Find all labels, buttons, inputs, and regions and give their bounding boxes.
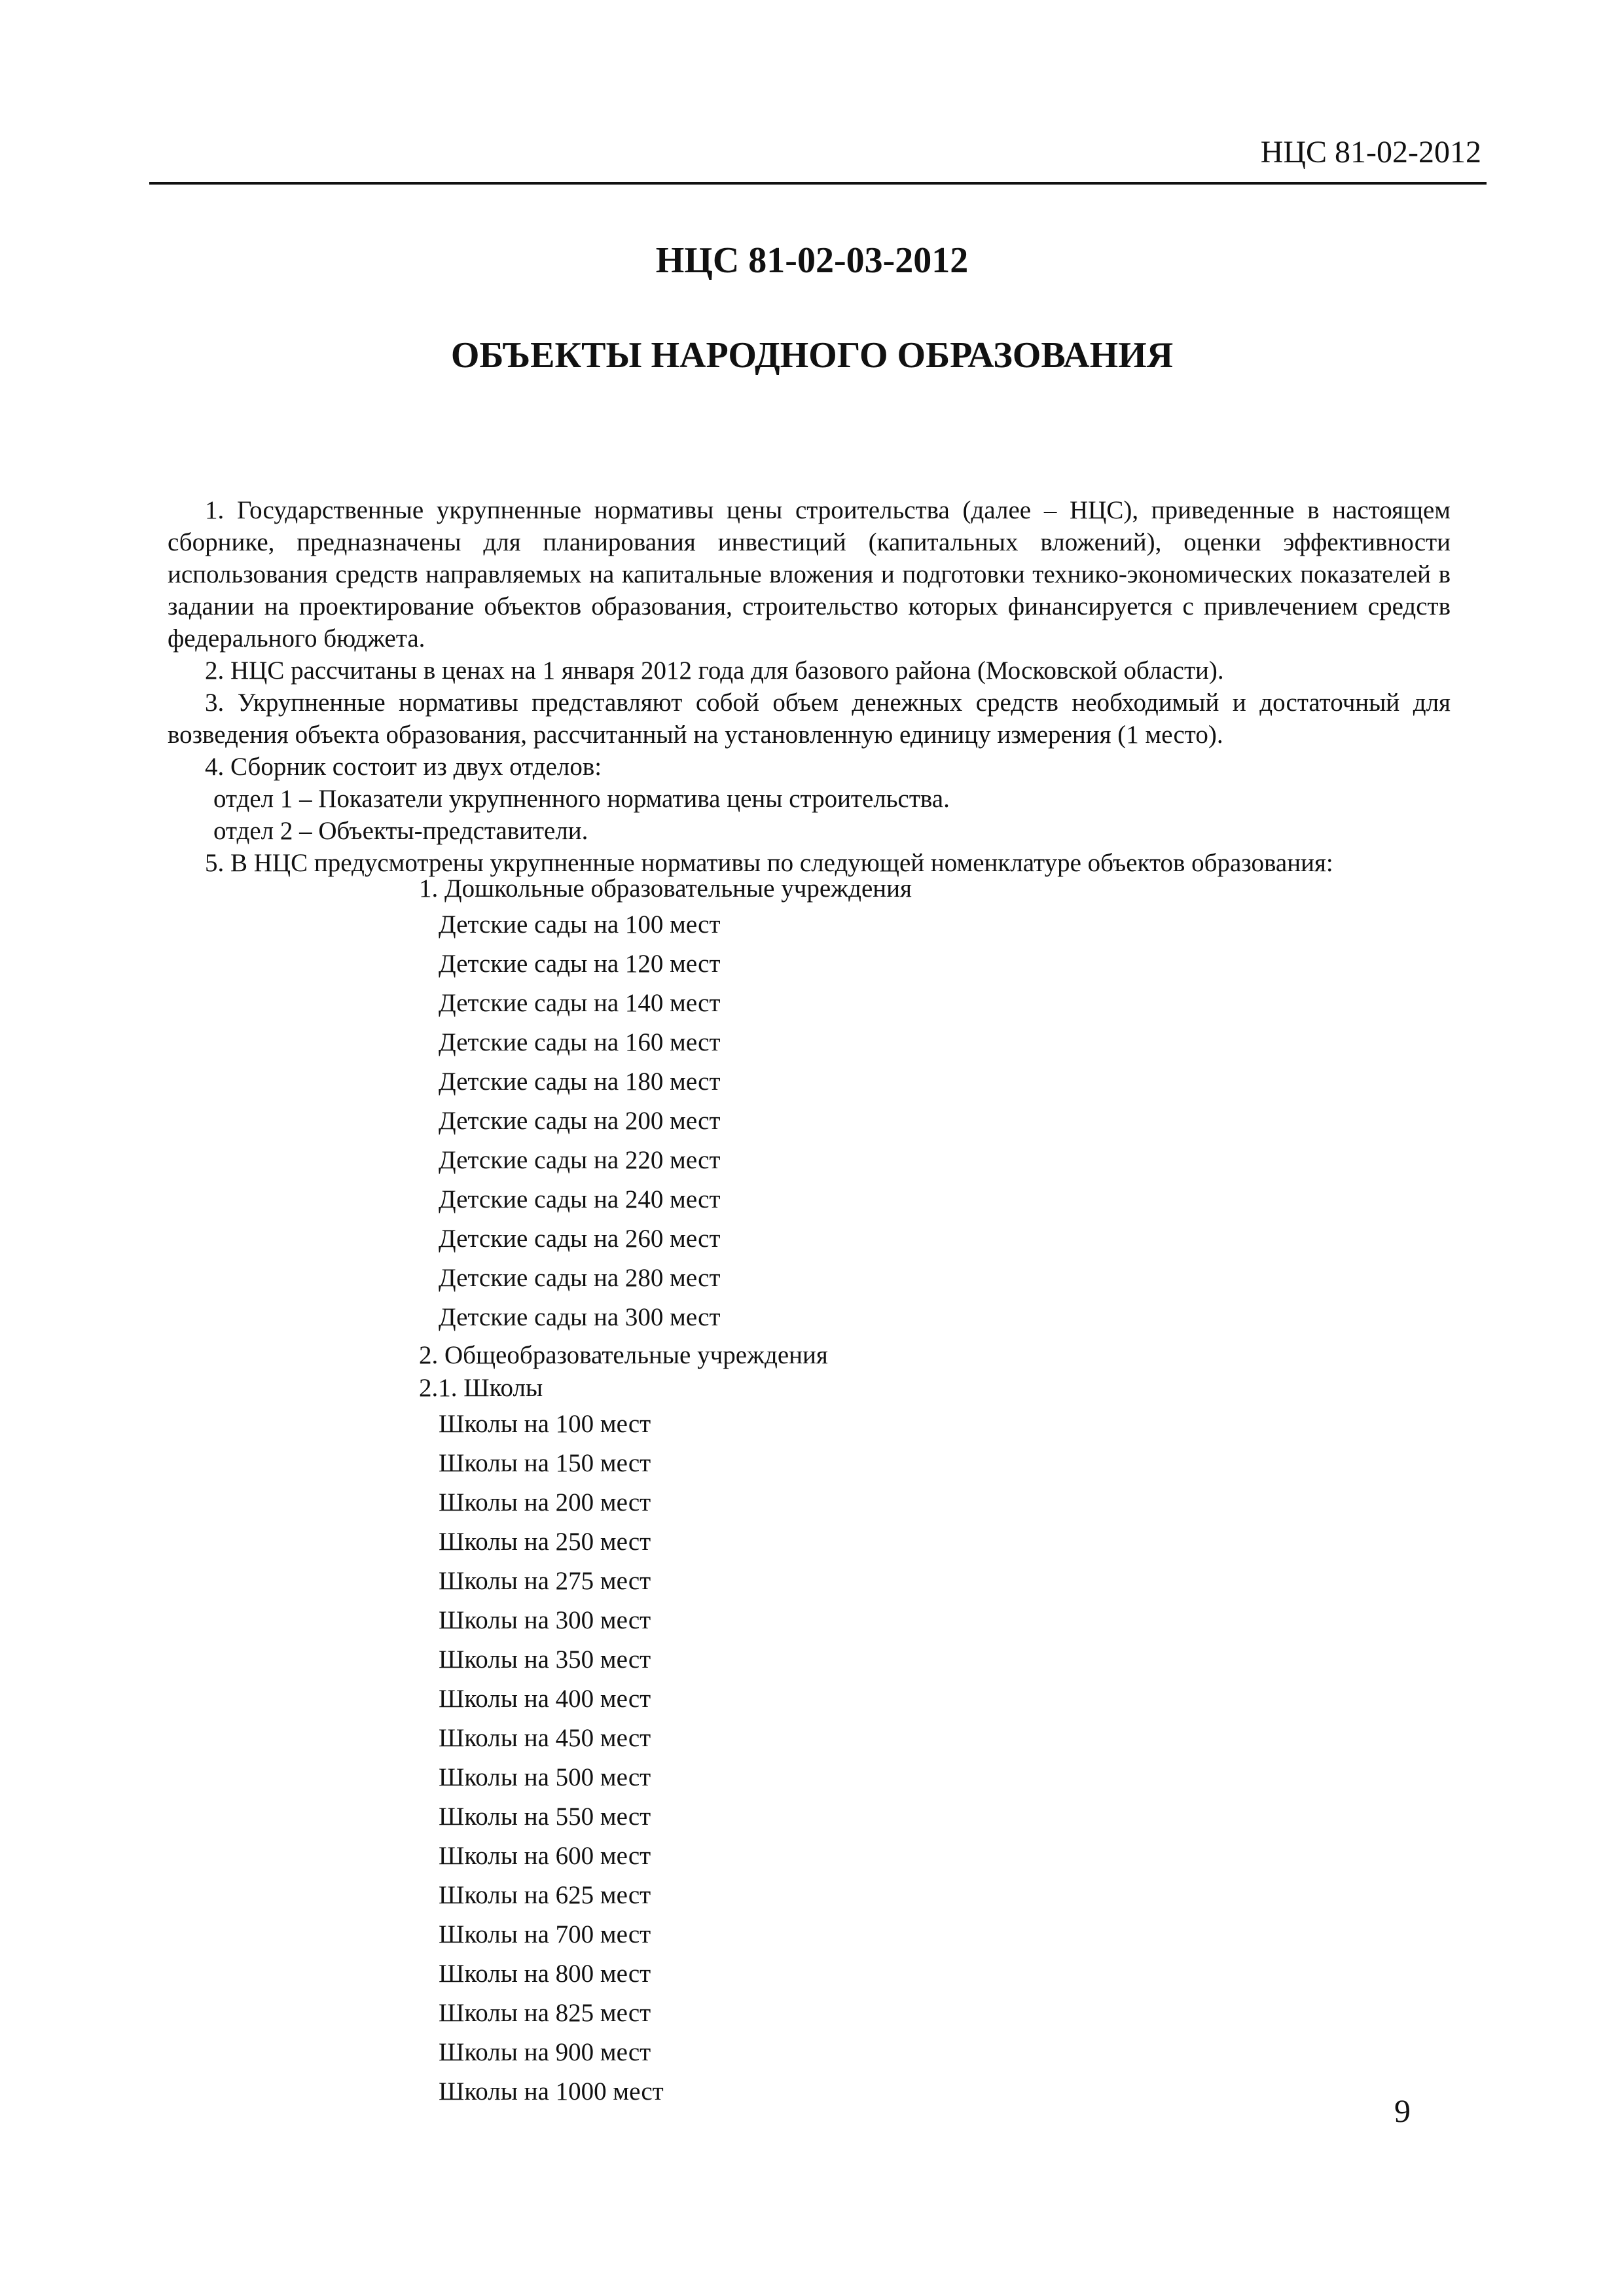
list-item: Детские сады на 260 мест xyxy=(439,1225,721,1253)
list-item: Детские сады на 240 мест xyxy=(439,1185,721,1213)
list-item: Школы на 400 мест xyxy=(439,1685,651,1713)
list-item: Детские сады на 160 мест xyxy=(439,1028,721,1056)
document-body xyxy=(168,494,1451,879)
list-item: Детские сады на 220 мест xyxy=(439,1146,721,1174)
section-heading: 1. Дошкольные образовательные учреждения xyxy=(419,874,912,903)
list-item: Школы на 200 мест xyxy=(439,1488,651,1516)
list-item: Детские сады на 100 мест xyxy=(439,910,721,939)
running-header-code: НЦС 81-02-2012 xyxy=(1260,135,1481,170)
subsection-heading: 2.1. Школы xyxy=(419,1374,543,1402)
paragraph-1: 1. Государственные укрупненные нормативы цены строительства (далее – НЦС), приведенные в настоящем сборнике, предназначены для планирования инвестиций (капитальных вложений), оценки эффективности использования средств направляемых на капитальные вложения и подготовки технико-экономических показателей в задании на проектирование объектов образования, строительство которых финансируется с привлечением средств федерального бюджета. xyxy=(168,496,1451,653)
paragraph-2: 2. НЦС рассчитаны в ценах на 1 января 2012 года для базового района (Московской области). xyxy=(205,656,1224,685)
section-general-education xyxy=(419,1339,1270,2111)
section-heading: 2. Общеобразовательные учреждения xyxy=(419,1341,828,1369)
list-item: Школы на 1000 мест xyxy=(439,2077,664,2106)
list-item: Школы на 550 мест xyxy=(439,1803,651,1831)
list-item: Детские сады на 120 мест xyxy=(439,950,721,978)
list-item: Школы на 275 мест xyxy=(439,1567,651,1595)
department-1: отдел 1 – Показатели укрупненного норматива цены строительства. xyxy=(213,785,950,813)
paragraph-5: 5. В НЦС предусмотрены укрупненные нормативы по следующей номенклатуре объектов образования: xyxy=(205,849,1333,877)
header-divider xyxy=(149,182,1487,185)
list-item: Детские сады на 200 мест xyxy=(439,1107,721,1135)
list-item: Школы на 900 мест xyxy=(439,2038,651,2066)
list-item: Школы на 625 мест xyxy=(439,1881,651,1909)
list-item: Детские сады на 300 мест xyxy=(439,1303,721,1331)
list-item: Школы на 150 мест xyxy=(439,1449,651,1477)
list-item: Школы на 500 мест xyxy=(439,1763,651,1791)
page-number: 9 xyxy=(1394,2092,1411,2129)
list-item: Школы на 350 мест xyxy=(439,1645,651,1674)
list-item: Школы на 250 мест xyxy=(439,1528,651,1556)
list-item: Школы на 450 мест xyxy=(439,1724,651,1752)
list-item: Детские сады на 280 мест xyxy=(439,1264,721,1292)
list-item: Школы на 100 мест xyxy=(439,1410,651,1438)
list-item: Школы на 600 мест xyxy=(439,1842,651,1870)
list-item: Школы на 800 мест xyxy=(439,1960,651,1988)
paragraph-3: 3. Укрупненные нормативы представляют собой объем денежных средств необходимый и достаточный для возведения объекта образования, рассчитанный на установленную единицу измерения (1 место). xyxy=(168,689,1451,749)
list-item: Школы на 700 мест xyxy=(439,1920,651,1948)
department-2: отдел 2 – Объекты-представители. xyxy=(213,817,588,845)
list-item: Школы на 825 мест xyxy=(439,1999,651,2027)
document-code-title: НЦС 81-02-03-2012 xyxy=(655,240,969,281)
section-preschool xyxy=(419,872,1270,1337)
document-name-title: ОБЪЕКТЫ НАРОДНОГО ОБРАЗОВАНИЯ xyxy=(450,335,1174,376)
paragraph-4: 4. Сборник состоит из двух отделов: xyxy=(205,753,602,781)
list-item: Школы на 300 мест xyxy=(439,1606,651,1634)
list-item: Детские сады на 180 мест xyxy=(439,1067,721,1096)
list-item: Детские сады на 140 мест xyxy=(439,989,721,1017)
